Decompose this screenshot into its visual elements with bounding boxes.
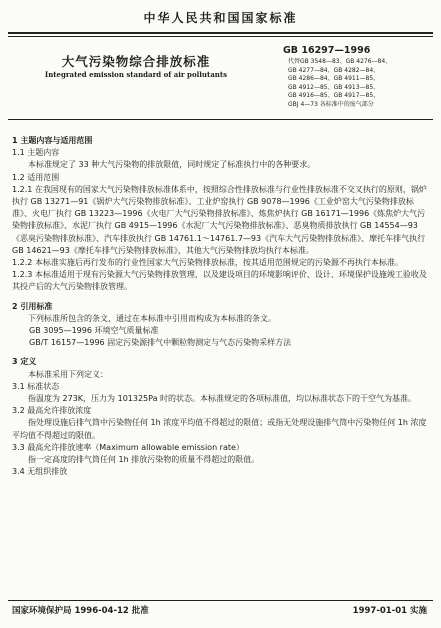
national-standard-heading: 中华人民共和国国家标准 xyxy=(143,11,298,25)
standard-code: GB 16297—1996 xyxy=(283,45,371,56)
body-paragraph: 3.1 标准状态 xyxy=(12,381,60,391)
section-heading: 1 主题内容与适用范围 xyxy=(12,136,93,145)
footer-rule xyxy=(8,600,433,601)
body-paragraph: 3.2 最高允许排放浓度 xyxy=(12,406,92,416)
section-heading: 2 引用标准 xyxy=(12,301,53,311)
body-paragraph: 下列标准所包含的条文，通过在本标准中引用而构成为本标准的条文。 xyxy=(28,313,276,323)
effective-date: 1997-01-01 实施 xyxy=(352,606,427,616)
approval-date: 国家环境保护局 1996-04-12 批准 xyxy=(12,606,149,616)
document-body xyxy=(12,128,432,478)
body-paragraph: 1.2.3 本标准适用于现有污染源大气污染物排放管理，以及建设项目的环境影响评价、设计、环境保护设施竣工验收及其投产后的大气污染物排放管理。 xyxy=(12,270,427,292)
header-rule-second xyxy=(8,36,433,37)
body-paragraph: GB/T 16157—1996 固定污染源排气中颗粒物测定与气态污染物采样方法 xyxy=(29,338,292,348)
body-paragraph: 本标准规定了 33 种大气污染物的排放限值，同时规定了标准执行中的各种要求。 xyxy=(28,160,316,170)
body-paragraph: 1.2.1 在我国现有的国家大气污染物排放标准体系中，按照综合性排放标准与行业性排放标准不交叉执行的原则，锅炉执行 GB 13271—91《锅炉大气污染物排放标准》、工业炉窑执行 GB 9078—1996《工业炉窑大气污染物排放标准》、火电厂执行 GB 13223—1996《火电厂大气污染物排放标准》、炼焦炉执行 GB 16171—1996《炼焦炉大气污染物排放标准》、水泥厂执行 GB 4915—1996《水泥厂大气污染物排放标准》、恶臭物质排放执行 GB 14554—93《恶臭污染物排放标准》、汽车排放执行 GB 14761.1～14761.7—93《汽车大气污染物排放标准》、摩托车排气执行 GB 14621—93《摩托车排气污染物排放标准》，其他大气污染物排放均执行本标准。 xyxy=(12,184,427,255)
replaced-standard-line: GB 4912—85、GB 4913—85、 xyxy=(288,83,380,91)
body-paragraph: 指温度为 273K，压力为 101325Pa 时的状态。本标准规定的各项标准值，均以标准状态下的干空气为基准。 xyxy=(28,394,417,404)
title-rule xyxy=(8,119,433,120)
replaced-standard-line: GB 4277—84、GB 4282—84、 xyxy=(288,66,380,74)
replaced-standard-line: GB 4916—85、GB 4917—85、 xyxy=(288,92,380,100)
body-paragraph: 本标准采用下列定义： xyxy=(28,369,108,379)
body-paragraph: 指一定高度的排气筒任何 1h 排放污染物的质量不得超过的限值。 xyxy=(28,455,260,465)
body-paragraph: 指处理设施后排气筒中污染物任何 1h 浓度平均值不得超过的限值；或指无处理设施排气筒中污染物任何 1h 浓度平均值不得超过的限值。 xyxy=(12,418,427,440)
replaced-standards xyxy=(288,58,391,110)
header-rule-top xyxy=(8,32,433,34)
document-title-en: Integrated emission standard of air pollutants xyxy=(44,70,228,79)
body-paragraph: GB 3095—1996 环境空气质量标准 xyxy=(29,326,159,336)
replaced-standard-line: 代替GB 3548—83、GB 4276—84、 xyxy=(288,58,392,65)
replaced-standard-line: GBJ 4—73 各标准中的废气部分 xyxy=(288,100,374,108)
body-paragraph: 1.2 适用范围 xyxy=(12,172,60,182)
section-heading: 3 定义 xyxy=(12,357,37,367)
replaced-standard-line: GB 4286—84、GB 4911—85、 xyxy=(288,75,380,83)
document-title-cn: 大气污染物综合排放标准 xyxy=(61,54,211,69)
body-paragraph: 3.3 最高允许排放速率（Maximum allowable emission rate） xyxy=(12,442,244,452)
body-paragraph: 1.1 主题内容 xyxy=(12,148,60,158)
body-paragraph: 1.2.2 本标准实施后再行发布的行业性国家大气污染物排放标准，按其适用范围规定的污染源不再执行本标准。 xyxy=(12,258,403,268)
body-paragraph: 3.4 无组织排放 xyxy=(12,467,68,477)
